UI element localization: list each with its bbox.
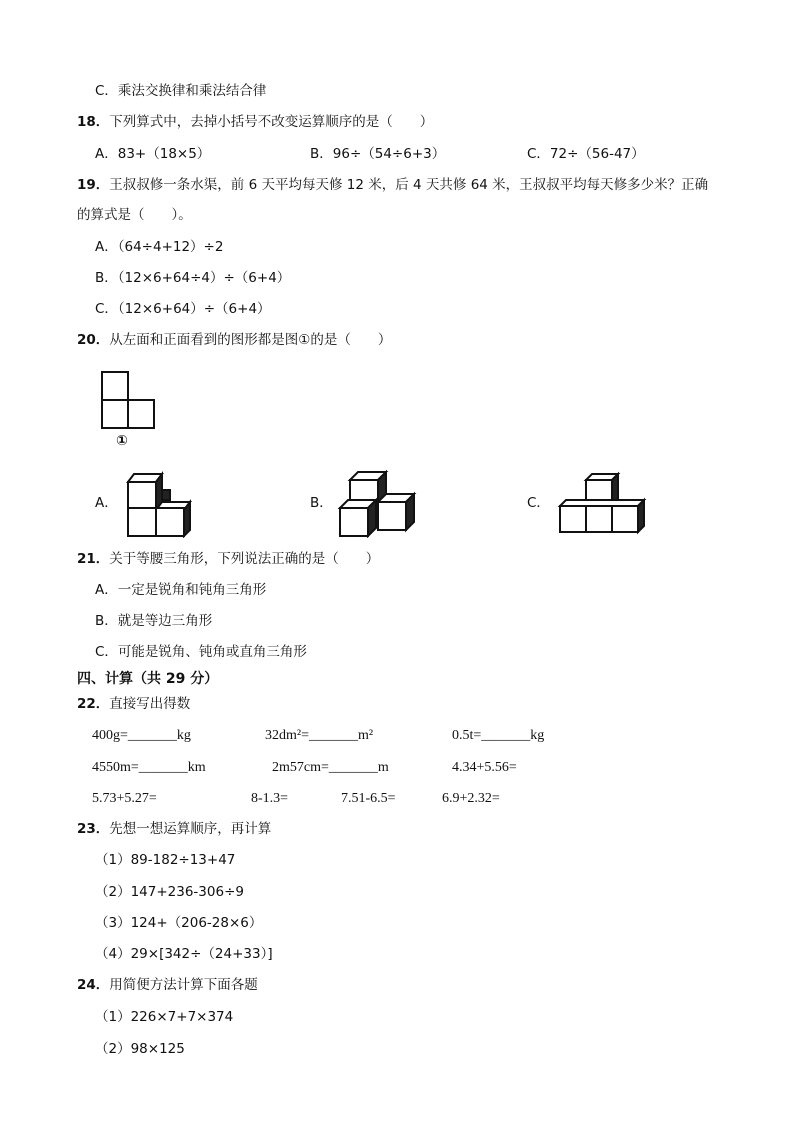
q19-number: 19． — [77, 177, 110, 193]
q20-option-a-label: A． — [95, 495, 118, 511]
section-4-title: 四、计算（共 29 分） — [77, 671, 219, 687]
q18-option-a: A．83+（18×5） — [95, 146, 211, 162]
q20-stem — [77, 331, 391, 349]
q23-item-1: （1）89-182÷13+47 — [95, 852, 236, 868]
q24-item-2: （2）98×125 — [95, 1041, 185, 1057]
q20-option-c-cubes — [556, 470, 656, 536]
q21-stem — [77, 550, 379, 568]
q22-r2-c3: 4.34+5.56= — [452, 760, 517, 775]
q23-stem — [77, 820, 271, 838]
figure-1-label: ① — [116, 433, 128, 449]
q19-text-line2: 的算式是（ ）。 — [77, 207, 192, 223]
q24-item-1: （1）226×7+7×374 — [95, 1009, 234, 1025]
q19-stem — [77, 176, 708, 194]
q18-option-c: C．72÷（56-47） — [527, 146, 645, 162]
q20-text: 从左面和正面看到的图形都是图①的是（ ） — [109, 332, 392, 348]
q18-stem — [77, 113, 433, 131]
q22-r3-c1: 5.73+5.27= — [92, 791, 157, 806]
q20-option-c-label: C． — [527, 495, 550, 511]
q20-option-b-cubes — [336, 466, 426, 538]
q22-r3-c4: 6.9+2.32= — [442, 791, 500, 806]
q22-r1-c3: 0.5t=_______kg — [452, 728, 545, 743]
q22-text: 直接写出得数 — [109, 696, 191, 712]
q23-item-3: （3）124+（206-28×6） — [95, 915, 263, 931]
q23-item-2: （2）147+236-306÷9 — [95, 884, 244, 900]
q21-option-b: B．就是等边三角形 — [95, 613, 213, 629]
q17-option-c: C．乘法交换律和乘法结合律 — [95, 83, 267, 99]
q23-item-4: （4）29×[342÷（24+33）] — [95, 946, 273, 962]
q21-text: 关于等腰三角形，下列说法正确的是（ ） — [109, 551, 380, 567]
q22-r1-c1: 400g=_______kg — [92, 728, 191, 743]
q22-r3-c2: 8-1.3= — [251, 791, 289, 806]
q21-option-c: C．可能是锐角、钝角或直角三角形 — [95, 644, 307, 660]
q24-stem — [77, 976, 258, 994]
q18-option-b: B．96÷（54÷6+3） — [310, 146, 446, 162]
q23-text: 先想一想运算顺序，再计算 — [109, 821, 272, 837]
q20-option-b-label: B． — [310, 495, 333, 511]
q22-r2-c2: 2m57cm=_______m — [272, 760, 389, 775]
q21-option-a: A．一定是锐角和钝角三角形 — [95, 582, 267, 598]
q24-text: 用简便方法计算下面各题 — [109, 977, 258, 993]
q20-option-a-cubes — [120, 468, 200, 538]
q23-number: 23． — [77, 821, 110, 837]
q22-number: 22． — [77, 696, 110, 712]
q19-option-a: A．（64÷4+12）÷2 — [95, 239, 224, 255]
q21-number: 21． — [77, 551, 110, 567]
q22-r3-c3: 7.51-6.5= — [341, 791, 396, 806]
q24-number: 24． — [77, 977, 110, 993]
q20-number: 20． — [77, 332, 110, 348]
q18-text: 下列算式中，去掉小括号不改变运算顺序的是（ ） — [109, 114, 434, 130]
q19-option-b: B．（12×6+64÷4）÷（6+4） — [95, 270, 291, 286]
figure-1-view — [98, 368, 168, 452]
q19-text-line1: 王叔叔修一条水渠，前 6 天平均每天修 12 米，后 4 天共修 64 米，王叔叔平均每天修多少米？正确 — [109, 177, 709, 193]
q18-number: 18． — [77, 114, 110, 130]
q22-r1-c2: 32dm²=_______m² — [265, 728, 374, 743]
q19-option-c: C．（12×6+64）÷（6+4） — [95, 301, 271, 317]
q22-r2-c1: 4550m=_______km — [92, 760, 206, 775]
q22-stem — [77, 695, 190, 713]
